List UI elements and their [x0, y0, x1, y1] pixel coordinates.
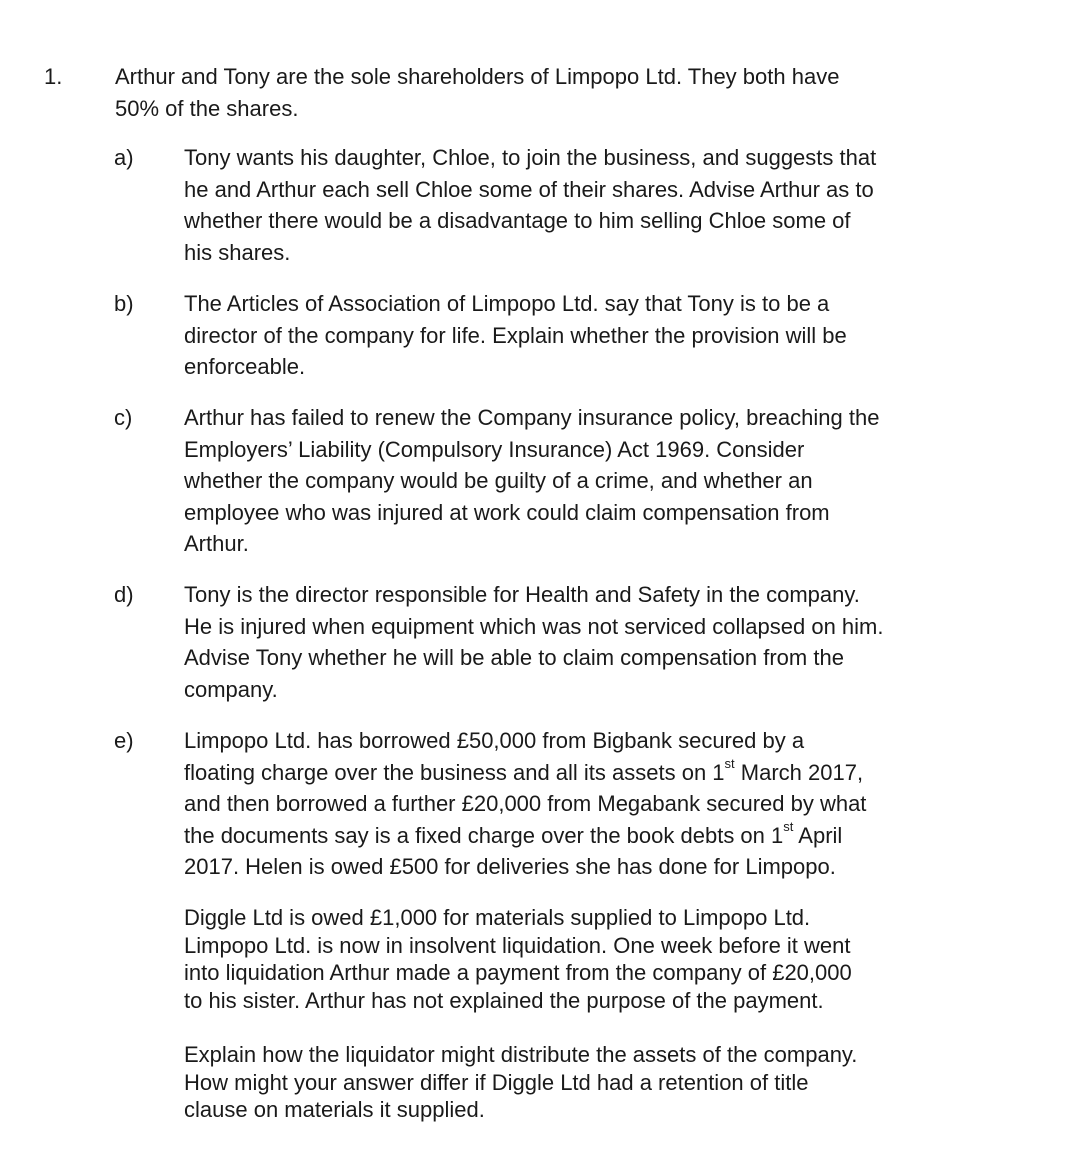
part-d-label: d) [114, 582, 134, 607]
text-line: whether there would be a disadvantage to him selling Chloe some of [184, 208, 851, 233]
intro-line: Arthur and Tony are the sole shareholders of Limpopo Ltd. They both have [115, 64, 840, 89]
text-run: April [793, 822, 843, 848]
text-line: and then borrowed a further £20,000 from Megabank secured by what [184, 791, 867, 816]
part-c-label: c) [114, 405, 133, 430]
ordinal-suffix: st [724, 756, 735, 772]
part-e-paragraph-3-text [184, 1041, 954, 1124]
text-line: to his sister. Arthur has not explained the purpose of the payment. [184, 987, 824, 1013]
text-line [184, 757, 954, 789]
text-line: Explain how the liquidator might distribute the assets of the company. [184, 1042, 858, 1067]
text-line: 2017. Helen is owed £500 for deliveries she has done for Limpopo. [184, 854, 836, 879]
text-line: Limpopo Ltd. has borrowed £50,000 from Bigbank secured by a [184, 728, 805, 753]
text-line: Tony wants his daughter, Chloe, to join the business, and suggests that [184, 145, 877, 170]
text-line: into liquidation Arthur made a payment from the company of £20,000 [184, 960, 852, 985]
part-c-text [184, 402, 954, 560]
part-b-label: b) [114, 291, 134, 316]
ordinal-suffix: st [783, 819, 794, 835]
part-d-text [184, 579, 954, 705]
text-line: Diggle Ltd is owed £1,000 for materials supplied to Limpopo Ltd. [184, 905, 811, 930]
text-line: He is injured when equipment which was not serviced collapsed on him. [184, 613, 884, 639]
text-run: the documents say is a fixed charge over the book debts on 1 [184, 822, 784, 848]
text-line: whether the company would be guilty of a crime, and whether an [184, 468, 813, 493]
text-line: his shares. [184, 239, 291, 265]
text-line: clause on materials it supplied. [184, 1097, 485, 1122]
text-line [184, 820, 954, 852]
text-line: The Articles of Association of Limpopo Ltd. say that Tony is to be a [184, 291, 830, 316]
text-run: floating charge over the business and all its assets on 1 [184, 759, 725, 785]
text-line: company. [184, 676, 278, 702]
question-number: 1. [44, 64, 63, 89]
text-line: Arthur has failed to renew the Company insurance policy, breaching the [184, 405, 880, 430]
question-intro [115, 61, 965, 124]
part-b-text [184, 288, 954, 383]
part-e-paragraph-2-text [184, 904, 954, 1014]
intro-line: 50% of the shares. [115, 95, 299, 121]
text-line: enforceable. [184, 354, 306, 379]
text-line: director of the company for life. Explain whether the provision will be [184, 322, 847, 348]
part-a-text [184, 142, 954, 268]
text-line: How might your answer differ if Diggle Ltd had a retention of title [184, 1069, 809, 1095]
text-line: Arthur. [184, 531, 249, 556]
part-e-text [184, 725, 954, 883]
text-run: March 2017, [734, 759, 864, 785]
text-line: Employers’ Liability (Compulsory Insurance) Act 1969. Consider [184, 436, 805, 462]
text-line: Advise Tony whether he will be able to claim compensation from the [184, 645, 844, 670]
part-e-label: e) [114, 728, 134, 753]
part-a-label: a) [114, 145, 134, 170]
text-line: he and Arthur each sell Chloe some of their shares. Advise Arthur as to [184, 176, 874, 202]
text-line: employee who was injured at work could claim compensation from [184, 499, 830, 525]
text-line: Limpopo Ltd. is now in insolvent liquidation. One week before it went [184, 932, 851, 958]
text-line: Tony is the director responsible for Health and Safety in the company. [184, 582, 860, 607]
